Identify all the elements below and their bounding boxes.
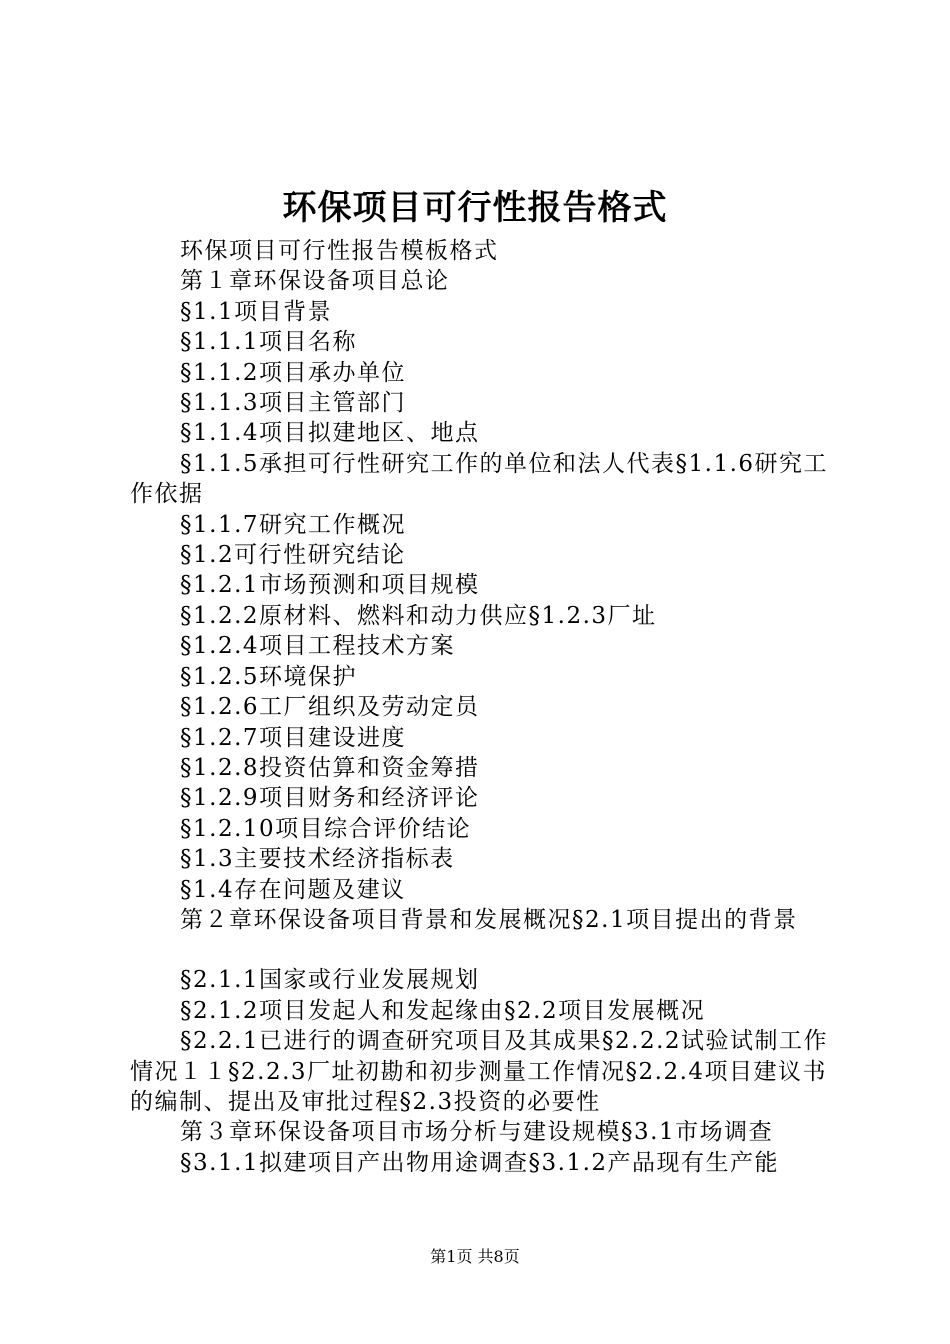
section-heading: §1.2.10项目综合评价结论	[180, 815, 472, 842]
chapter-1-heading: 第１章环保设备项目总论	[180, 268, 450, 295]
subtitle-paragraph: 环保项目可行性报告模板格式	[180, 238, 499, 264]
section-heading: §1.1.1项目名称	[180, 329, 358, 356]
section-heading: §1.1.7研究工作概况	[180, 511, 407, 538]
chapter-2-heading: 第２章环保设备项目背景和发展概况§2.1项目提出的背景	[180, 906, 798, 933]
section-heading: §1.2可行性研究结论	[180, 542, 406, 569]
document-body	[130, 236, 830, 1178]
section-heading: §2.1.1国家或行业发展规划	[180, 967, 480, 994]
section-heading: §1.4存在问题及建议	[180, 876, 406, 903]
chapter-3-heading: 第３章环保设备项目市场分析与建设规模§3.1市场调查	[180, 1119, 774, 1146]
section-heading: §1.1.2项目承办单位	[180, 359, 407, 386]
section-heading: §1.1.3项目主管部门	[180, 390, 407, 417]
section-heading: §3.1.1拟建项目产出物用途调查§3.1.2产品现有生产能	[180, 1149, 780, 1176]
section-heading: §1.2.1市场预测和项目规模	[180, 572, 480, 599]
section-heading: §1.2.9项目财务和经济评论	[180, 785, 480, 812]
section-heading: §1.2.4项目工程技术方案	[180, 633, 456, 660]
document-title: 环保项目可行性报告格式	[282, 188, 668, 228]
section-heading: §1.2.7项目建设进度	[180, 724, 407, 751]
section-heading: §1.1项目背景	[180, 298, 333, 325]
section-heading: §1.2.8投资估算和资金筹措	[180, 754, 480, 781]
section-heading: §2.2.1已进行的调查研究项目及其成果§2.2.2试验试制工作情况１１§2.2.3厂址初勘和初步测量工作情况§2.2.4项目建议书的编制、提出及审批过程§2.3投资的必要性	[130, 1028, 829, 1115]
section-heading: §1.2.5环境保护	[180, 663, 358, 690]
section-heading: §1.1.5承担可行性研究工作的单位和法人代表§1.1.6研究工作依据	[130, 450, 829, 508]
section-heading: §1.1.4项目拟建地区、地点	[180, 420, 480, 447]
section-heading: §1.3主要技术经济指标表	[180, 846, 455, 873]
section-heading: §1.2.2原材料、燃料和动力供应§1.2.3厂址	[180, 602, 657, 629]
section-heading: §1.2.6工厂组织及劳动定员	[180, 694, 480, 721]
page-footer: 第1页 共8页	[430, 1247, 520, 1266]
section-heading: §2.1.2项目发起人和发起缘由§2.2项目发展概况	[180, 997, 706, 1024]
